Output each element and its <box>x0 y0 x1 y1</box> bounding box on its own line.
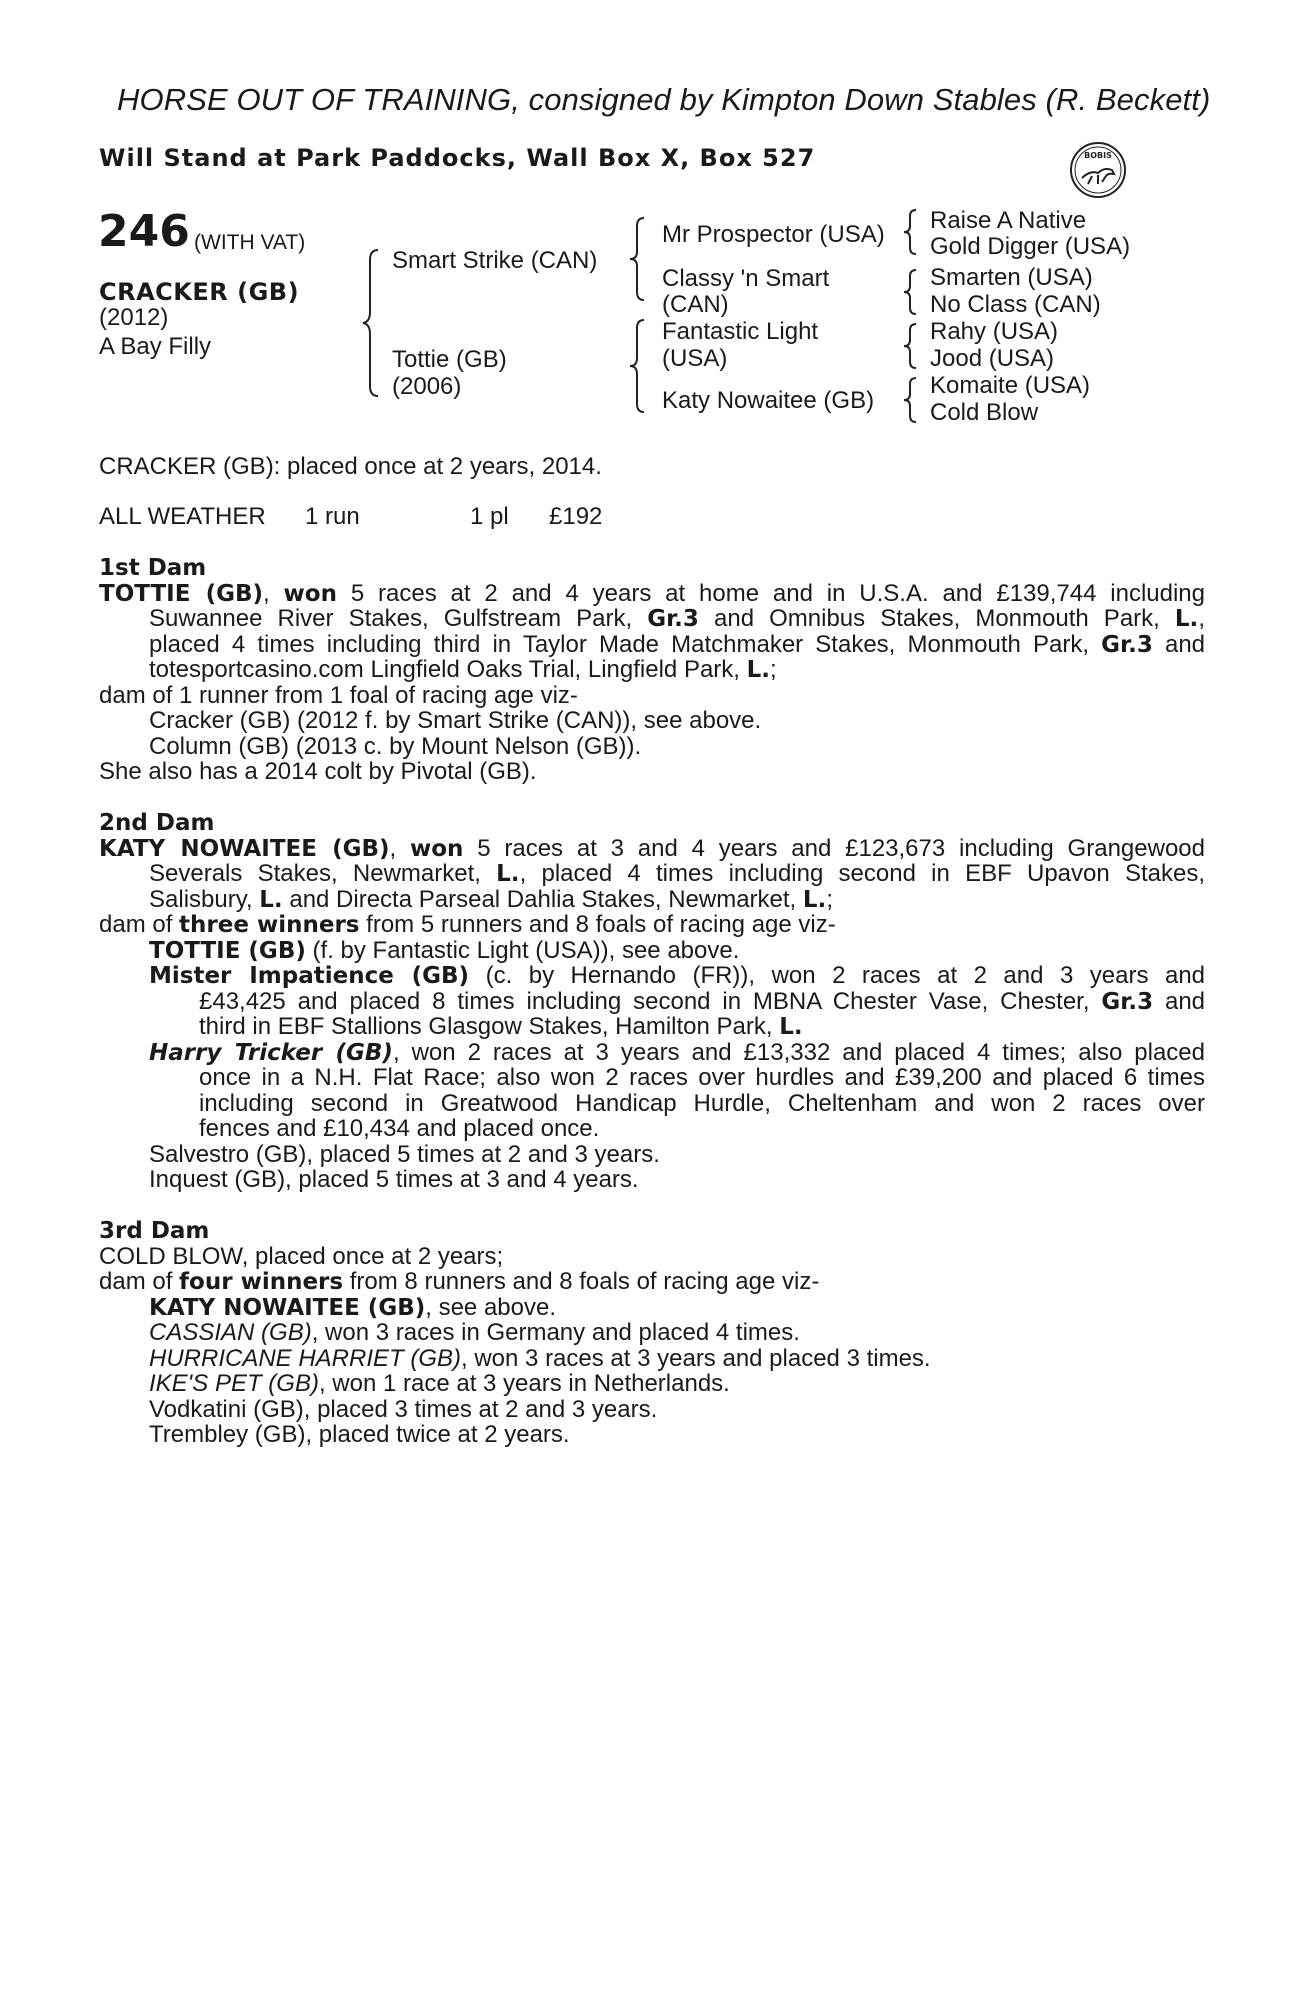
first-dam-text-4b: ; <box>770 656 777 683</box>
second-dam-dam-of-a: dam of <box>99 911 173 938</box>
third-dam-progeny-6: Trembley (GB), placed twice at 2 years. <box>149 1421 570 1448</box>
horse-description: A Bay Filly <box>99 333 212 360</box>
vat-label: (WITH VAT) <box>194 231 306 254</box>
progeny-text-hurricane-harriet: , won 3 races at 3 years and placed 3 times. <box>461 1344 931 1372</box>
second-dam-text-3b: and Directa Parseal Dahlia Stakes, Newmarket, <box>289 885 797 913</box>
second-dam-section <box>99 810 1205 1193</box>
pedigree-dam-year: (2006) <box>392 373 462 400</box>
pedigree-sdd: No Class (CAN) <box>930 291 1101 318</box>
third-dam-section <box>99 1218 1205 1448</box>
pedigree-brace-sd <box>902 268 918 316</box>
first-dam-text-3b: and <box>1164 630 1206 658</box>
grade-3-label: Gr.3 <box>647 606 699 632</box>
pedigree-dam-sire-country: (USA) <box>662 345 728 372</box>
pedigree-brace-ds <box>902 322 918 370</box>
third-dam-heading: 3rd Dam <box>99 1218 210 1244</box>
first-dam-text-2c: , <box>1198 605 1205 632</box>
catalogue-title: HORSE OUT OF TRAINING, consigned by Kimpton Down Stables (R. Beckett) <box>117 82 1211 117</box>
first-dam-progeny-1: Cracker (GB) (2012 f. by Smart Strike (CAN)), see above. <box>149 707 762 734</box>
second-dam-text-3: Salisbury, <box>149 885 253 913</box>
lot-number: 246 <box>98 206 190 257</box>
pedigree-sss: Raise A Native <box>930 207 1087 234</box>
bobis-logo-text: BOBIS <box>1084 151 1112 160</box>
progeny-text-mister-impatience-2b: and <box>1164 987 1206 1015</box>
third-dam-progeny-4 <box>99 1371 1205 1397</box>
pedigree-dam: Tottie (GB) <box>392 346 507 373</box>
record-surface: ALL WEATHER <box>99 503 266 530</box>
second-dam-progeny-1 <box>99 938 1205 964</box>
second-dam-progeny-3-line-2: once in a N.H. Flat Race; also won 2 races over hurdles and £39,200 and placed 6 times <box>199 1064 1205 1091</box>
horse-year: (2012) <box>99 304 169 331</box>
progeny-name-hurricane-harriet: HURRICANE HARRIET (GB) <box>149 1344 462 1372</box>
listed-label: L. <box>779 1014 803 1040</box>
pedigree-brace-dam <box>628 318 646 414</box>
pedigree-ssd: Gold Digger (USA) <box>930 233 1131 260</box>
pedigree-ddd: Cold Blow <box>930 399 1039 426</box>
third-dam-progeny-3 <box>99 1346 1205 1372</box>
third-dam-line-1: COLD BLOW, placed once at 2 years; <box>99 1242 504 1270</box>
race-record-summary: CRACKER (GB): placed once at 2 years, 2014. <box>99 453 602 480</box>
second-dam-progeny-3-line-1 <box>99 1040 1205 1066</box>
stand-location: Will Stand at Park Paddocks, Wall Box X, Box 527 <box>99 144 816 172</box>
progeny-text-mister-impatience-1: (c. by Hernando (FR)), won 2 races at 2 and 3 years and <box>485 962 1206 989</box>
pedigree-sds: Smarten (USA) <box>930 264 1093 291</box>
second-dam-line-1: KATY NOWAITEE (GB), won 5 races at 3 and 4 years and £123,673 including Grangewood <box>99 834 1205 862</box>
progeny-name-cassian: CASSIAN (GB) <box>149 1319 312 1346</box>
third-dam-dam-of-a: dam of <box>99 1268 173 1295</box>
first-dam-dam-of: dam of 1 runner from 1 foal of racing age viz- <box>99 681 578 709</box>
second-dam-text-3c: ; <box>826 885 833 913</box>
third-dam-dam-of-c: from 8 runners and 8 foals of racing age viz- <box>349 1268 820 1295</box>
listed-label: L. <box>1174 606 1199 632</box>
second-dam-heading: 2nd Dam <box>99 810 215 836</box>
progeny-text-cassian: , won 3 races in Germany and placed 4 times. <box>311 1319 800 1346</box>
first-dam-line-1: TOTTIE (GB), won 5 races at 2 and 4 years at home and in U.S.A. and £139,744 including <box>99 579 1206 607</box>
first-dam-line-4 <box>99 657 1205 683</box>
second-dam-text-1: 5 races at 3 and 4 years and £123,673 including Grangewood <box>477 834 1205 862</box>
progeny-text-mister-impatience-2: £43,425 and placed 8 times including second in MBNA Chester Vase, Chester, <box>199 987 1090 1015</box>
pedigree-brace-ss <box>902 208 918 256</box>
progeny-name-mister-impatience: Mister Impatience (GB) <box>149 963 470 989</box>
progeny-name-harry-tricker: Harry Tricker (GB) <box>149 1039 393 1066</box>
grade-3-label: Gr.3 <box>1101 988 1154 1015</box>
third-dam-winners: four winners <box>179 1269 344 1295</box>
second-dam-progeny-5: Inquest (GB), placed 5 times at 3 and 4 years. <box>149 1166 639 1193</box>
third-dam-progeny-5: Vodkatini (GB), placed 3 times at 2 and 3 years. <box>149 1395 658 1423</box>
second-dam-line-3 <box>99 887 1205 913</box>
second-dam-text-2b: , placed 4 times including second in EBF Upavon Stakes, <box>519 860 1205 887</box>
listed-label: L. <box>746 657 771 683</box>
progeny-text-harry-tricker-1: , won 2 races at 3 years and £13,332 and placed 4 times; also placed <box>392 1038 1205 1066</box>
bobis-logo-icon <box>1068 140 1128 200</box>
progeny-text-tottie: (f. by Fantastic Light (USA)), see above. <box>312 936 740 964</box>
second-dam-progeny-3-line-4: fences and £10,434 and placed once. <box>199 1115 600 1142</box>
first-dam-text-4: totesportcasino.com Lingfield Oaks Trial, Lingfield Park, <box>149 656 740 683</box>
second-dam-name: KATY NOWAITEE (GB) <box>99 835 390 862</box>
second-dam-winners: three winners <box>179 912 360 938</box>
third-dam-dam-of <box>99 1269 1205 1295</box>
second-dam-progeny-2-line-3 <box>99 1014 1205 1040</box>
first-dam-progeny-2: Column (GB) (2013 c. by Mount Nelson (GB)). <box>149 732 642 760</box>
record-earnings: £192 <box>549 503 603 530</box>
first-dam-line-3 <box>99 632 1205 658</box>
first-dam-heading: 1st Dam <box>99 555 207 581</box>
pedigree-dam-dam: Katy Nowaitee (GB) <box>662 387 875 414</box>
record-placings: 1 pl <box>470 503 509 530</box>
first-dam-text-1: 5 races at 2 and 4 years at home and in U.S.A. and £139,744 including <box>350 579 1206 607</box>
third-dam-progeny-2 <box>99 1320 1205 1346</box>
pedigree-sire-sire: Mr Prospector (USA) <box>662 221 885 248</box>
pedigree-sire-dam: Classy 'n Smart <box>662 265 830 292</box>
pedigree-sire-dam-country: (CAN) <box>662 291 729 318</box>
pedigree-brace-gen1 <box>360 248 380 398</box>
progeny-name-katy-nowaitee: KATY NOWAITEE (GB) <box>149 1294 426 1321</box>
pedigree-brace-dd <box>902 376 918 424</box>
first-dam-section <box>99 555 1205 785</box>
second-dam-dam-of <box>99 912 1205 938</box>
record-runs: 1 run <box>305 503 360 530</box>
first-dam-line-2 <box>99 606 1205 632</box>
listed-label: L. <box>496 861 520 887</box>
grade-3-label: Gr.3 <box>1101 631 1153 658</box>
second-dam-won: won <box>409 835 464 862</box>
pedigree-dss: Rahy (USA) <box>930 318 1059 345</box>
first-dam-name: TOTTIE (GB) <box>99 580 264 607</box>
second-dam-progeny-3-line-3: including second in Greatwood Handicap Hurdle, Cheltenham and won 2 races over <box>199 1089 1205 1117</box>
first-dam-text-2: Suwannee River Stakes, Gulfstream Park, <box>149 605 633 632</box>
pedigree-sire: Smart Strike (CAN) <box>392 247 598 274</box>
progeny-name-tottie: TOTTIE (GB) <box>149 937 306 964</box>
progeny-text-katy-nowaitee: , see above. <box>425 1293 557 1321</box>
progeny-text-ikes-pet: , won 1 race at 3 years in Netherlands. <box>318 1370 730 1397</box>
second-dam-text-2: Severals Stakes, Newmarket, <box>149 860 481 887</box>
listed-label: L. <box>802 886 827 913</box>
first-dam-text-2b: and Omnibus Stakes, Monmouth Park, <box>714 605 1160 632</box>
third-dam-progeny-1 <box>99 1295 1205 1321</box>
pedigree-dds: Komaite (USA) <box>930 372 1091 399</box>
second-dam-progeny-2-line-1 <box>99 963 1205 989</box>
pedigree-dsd: Jood (USA) <box>930 345 1055 372</box>
second-dam-progeny-4: Salvestro (GB), placed 5 times at 2 and 3 years. <box>149 1140 660 1168</box>
listed-label: L. <box>259 886 283 913</box>
first-dam-also: She also has a 2014 colt by Pivotal (GB). <box>99 758 537 785</box>
second-dam-line-2 <box>99 861 1205 887</box>
progeny-text-mister-impatience-3: third in EBF Stallions Glasgow Stakes, Hamilton Park, <box>199 1013 773 1040</box>
second-dam-dam-of-c: from 5 runners and 8 foals of racing age viz- <box>366 911 836 938</box>
pedigree-dam-sire: Fantastic Light <box>662 318 819 345</box>
pedigree-brace-sire <box>628 216 646 302</box>
first-dam-text-3: placed 4 times including third in Taylor Made Matchmaker Stakes, Monmouth Park, <box>149 630 1089 658</box>
progeny-name-ikes-pet: IKE'S PET (GB) <box>149 1370 319 1397</box>
first-dam-won: won <box>283 580 337 607</box>
horse-name: CRACKER (GB) <box>99 278 300 306</box>
second-dam-progeny-2-line-2 <box>99 989 1205 1015</box>
